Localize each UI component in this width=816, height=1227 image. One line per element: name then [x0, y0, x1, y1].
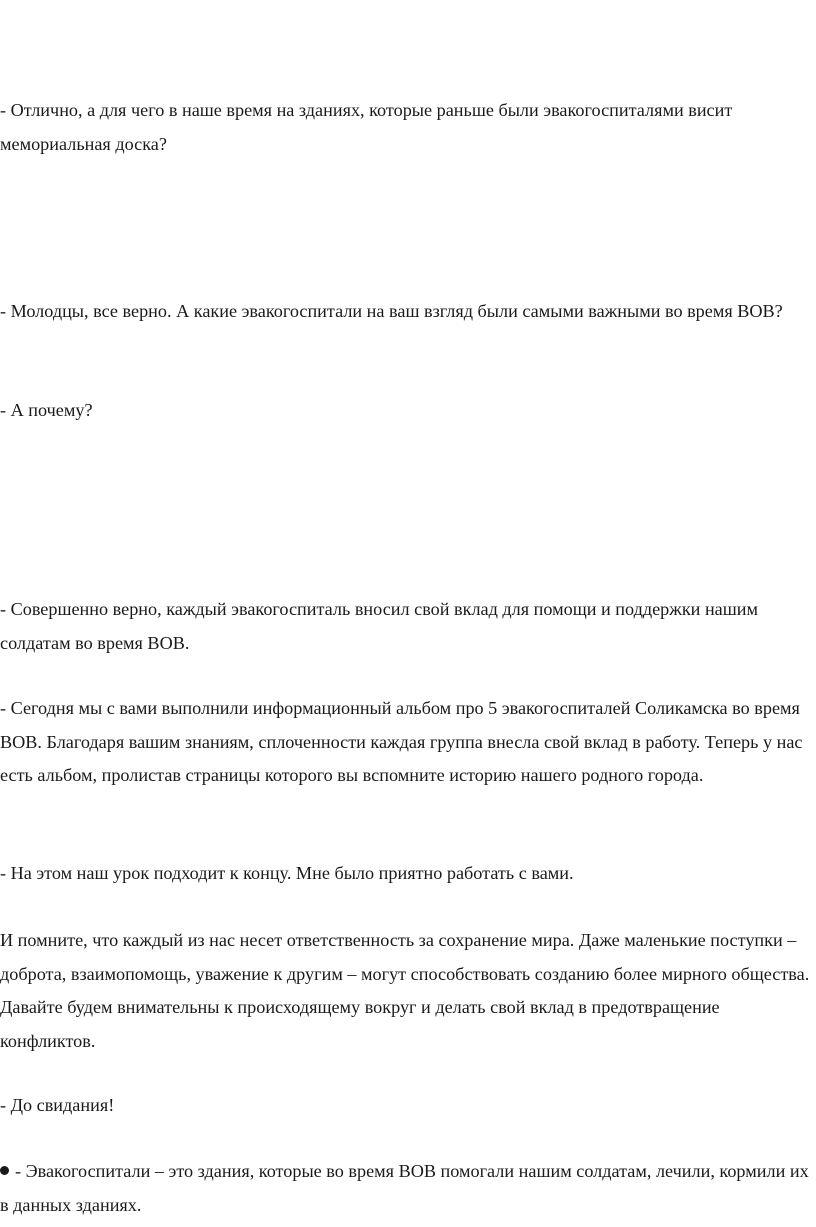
paragraph-important-hospitals-question: - Молодцы, все верно. А какие эвакогоспитали на ваш взгляд были самыми важными во время ВОВ? — [0, 301, 783, 321]
bullet-list-item — [0, 1155, 810, 1222]
paragraph-peace-message: И помните, что каждый из нас несет ответственность за сохранение мира. Даже маленькие поступки – доброта, взаимопомощь, уважение к другим – могут способствовать созданию более мирного общества. Давайте будем внимательны к происходящему вокруг и делать свой вклад в предотвращение конфликтов. — [0, 930, 810, 1051]
bullet-dot-icon — [0, 1166, 9, 1175]
bullet-item-text: - Эвакогоспитали – это здания, которые во время ВОВ помогали нашим солдатам, лечили, кормили их в данных зданиях. — [0, 1161, 809, 1215]
paragraph-correct-answer: - Совершенно верно, каждый эвакогоспиталь вносил свой вклад для помощи и поддержки нашим солдатам во время ВОВ. — [0, 599, 759, 653]
paragraph-memorial-question: - Отлично, а для чего в наше время на зданиях, которые раньше были эвакогоспиталями висит мемориальная доска? — [0, 100, 733, 154]
paragraph-goodbye: - До свидания! — [0, 1095, 115, 1115]
paragraph-album-summary: - Сегодня мы с вами выполнили информационный альбом про 5 эвакогоспиталей Соликамска во время ВОВ. Благодаря вашим знаниям, сплоченности каждая группа внесла свой вклад в работу. Теперь у нас есть альбом, пролистав страницы которого вы вспомните историю нашего родного города. — [0, 698, 803, 785]
paragraph-why-question: - А почему? — [0, 400, 93, 420]
paragraph-lesson-ending: - На этом наш урок подходит к концу. Мне было приятно работать с вами. — [0, 863, 574, 883]
